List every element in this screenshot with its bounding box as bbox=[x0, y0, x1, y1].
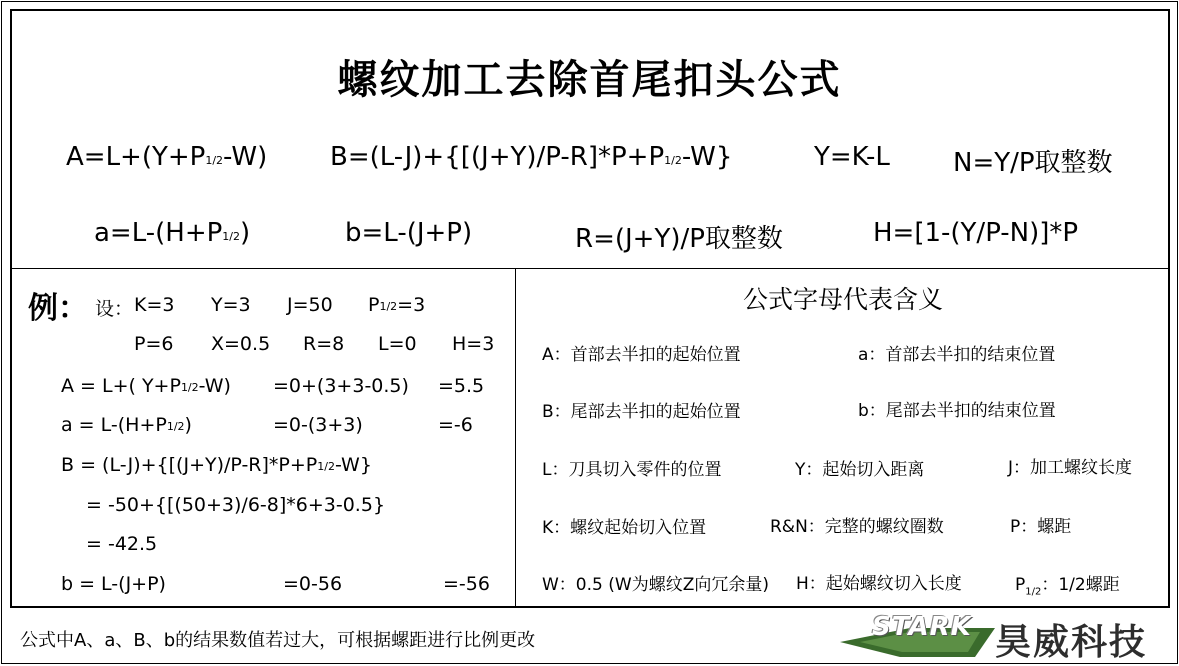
meaning-B: B：尾部去半扣的起始位置 bbox=[542, 402, 741, 422]
var-P: P=6 bbox=[134, 333, 174, 355]
calc-A-expr: A = L+( $Y+P_{1/2}-W$) bbox=[61, 375, 231, 397]
formula-N: N=Y/P取整数 bbox=[953, 148, 1113, 178]
var-Y: Y=3 bbox=[211, 294, 251, 316]
calc-B-expr: $B = (L-J)+\{[(J+Y)/P-R]*P+P_{1/2}-W\}$ bbox=[61, 454, 372, 476]
example-label: 例： bbox=[28, 291, 88, 326]
meaning-L: L：刀具切入零件的位置 bbox=[542, 460, 722, 480]
set-label: 设： bbox=[95, 298, 134, 320]
formula-b: b=L-(J+P) bbox=[345, 218, 473, 248]
meaning-P: P：螺距 bbox=[1010, 517, 1072, 537]
meaning-K: K：螺纹起始切入位置 bbox=[542, 518, 707, 538]
meaning-title: 公式字母代表含义 bbox=[742, 285, 943, 314]
calc-b-expr: b = L-(J+P) bbox=[61, 573, 166, 595]
calc-B-line3: = -42.5 bbox=[86, 533, 158, 555]
var-K: K=3 bbox=[134, 294, 175, 316]
footer-note: 公式中A、a、B、b的结果数值若过大，可根据螺距进行比例更改 bbox=[20, 630, 536, 651]
meaning-J: J：加工螺纹长度 bbox=[1008, 458, 1133, 478]
var-P-half: $P_{1/2}=3$ bbox=[368, 294, 426, 316]
calc-B-line2: = -50+{[(50+3)/6-8]*6+3-0.5} bbox=[86, 494, 386, 516]
calc-a-result: =-6 bbox=[438, 414, 473, 436]
calc-a-expr: $a = L-(H+P_{1/2})$ bbox=[61, 414, 192, 436]
meaning-RN: R&N：完整的螺纹圈数 bbox=[770, 517, 944, 537]
meaning-a: a：首部去半扣的结束位置 bbox=[858, 345, 1056, 365]
meaning-P-half: $P_{1/2}$：1/2螺距 bbox=[1015, 575, 1120, 598]
calc-b-value: =0-56 bbox=[283, 573, 343, 595]
formula-A: $A=L+(Y+P_{1/2}-W)$ bbox=[66, 142, 268, 172]
var-J: J=50 bbox=[287, 294, 333, 316]
meaning-b: b：尾部去半扣的结束位置 bbox=[858, 401, 1056, 421]
var-R: R=8 bbox=[303, 333, 345, 355]
brand-name: 昊威科技 bbox=[995, 622, 1148, 663]
formula-Y: Y=K-L bbox=[814, 142, 890, 172]
page-title: 螺纹加工去除首尾扣头公式 bbox=[337, 57, 842, 103]
divider-horizontal bbox=[10, 268, 1170, 269]
divider-vertical bbox=[515, 268, 516, 608]
var-L: L=0 bbox=[378, 333, 417, 355]
calc-A-value: =0+(3+3-0.5) bbox=[273, 375, 409, 397]
var-H: H=3 bbox=[452, 333, 495, 355]
meaning-A: A：首部去半扣的起始位置 bbox=[542, 345, 741, 365]
logo-text: STARK bbox=[872, 612, 972, 642]
formula-H: H=[1-(Y/P-N)]*P bbox=[873, 218, 1079, 248]
meaning-Y: Y：起始切入距离 bbox=[795, 460, 925, 480]
calc-a-value: =0-(3+3) bbox=[273, 414, 363, 436]
formula-R: R=(J+Y)/P取整数 bbox=[575, 224, 783, 254]
meaning-W: W：0.5 (W为螺纹Z向冗余量) bbox=[542, 575, 769, 595]
var-X: X=0.5 bbox=[211, 333, 271, 355]
formula-B: $B=(L-J)+\{[(J+Y)/P-R]*P+P_{1/2}-W\}$ bbox=[330, 142, 733, 172]
calc-A-result: =5.5 bbox=[438, 375, 485, 397]
meaning-H: H：起始螺纹切入长度 bbox=[796, 574, 962, 594]
calc-b-result: =-56 bbox=[443, 573, 490, 595]
formula-a: $a=L-(H+P_{1/2})$ bbox=[94, 218, 251, 248]
